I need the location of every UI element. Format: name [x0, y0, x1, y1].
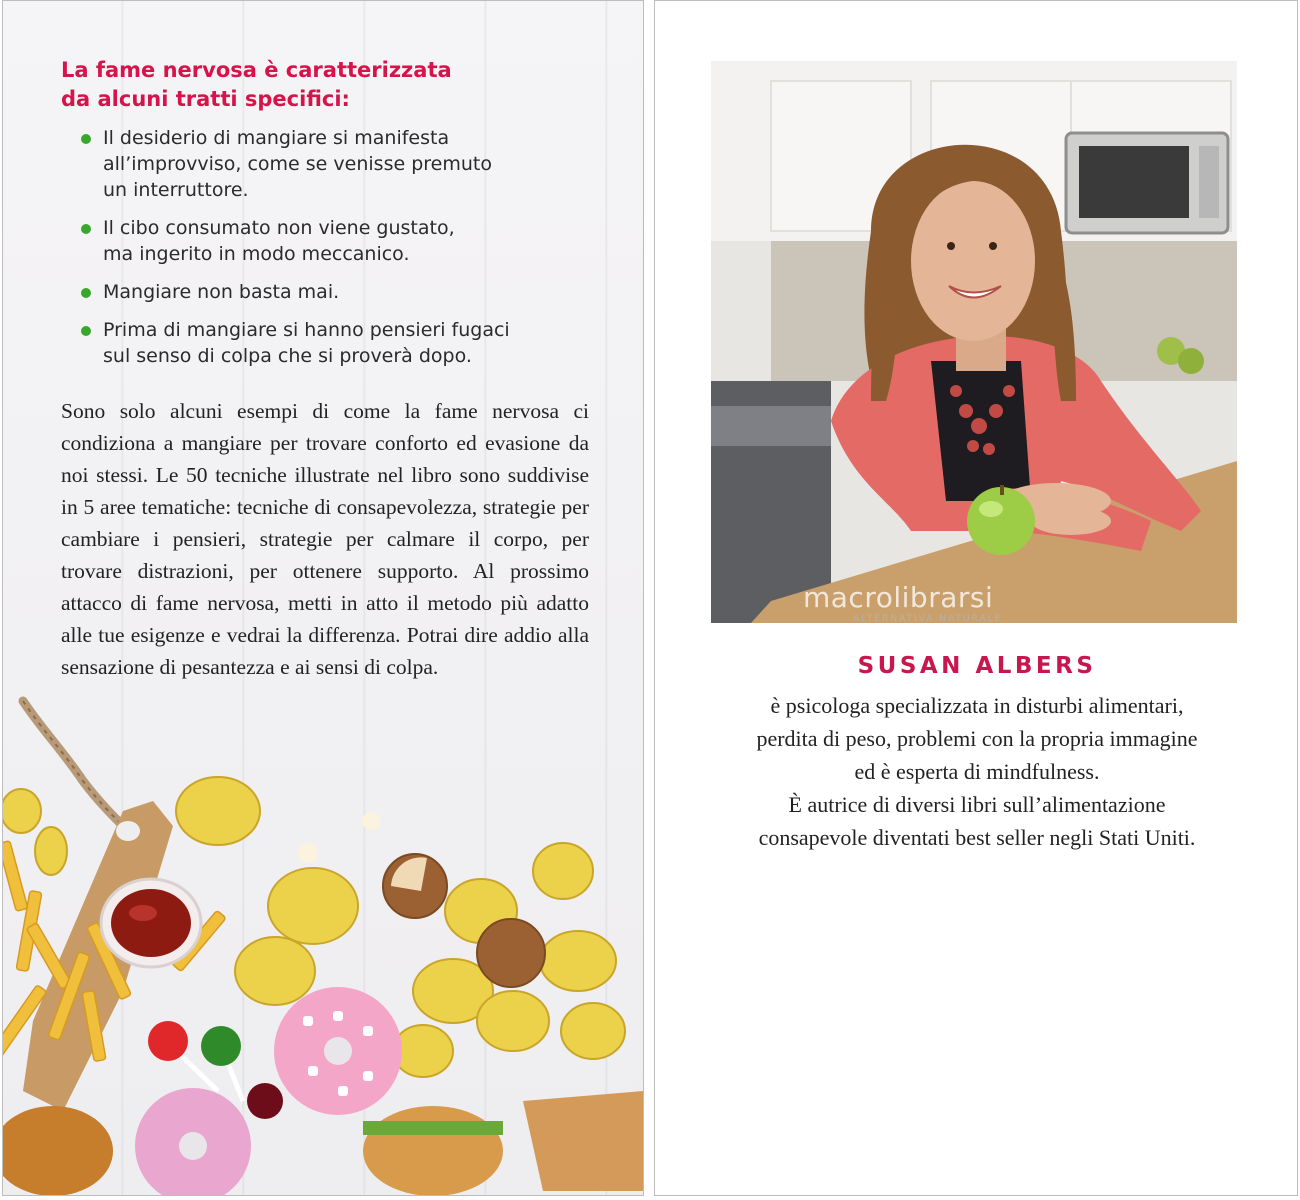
- bullet-dot-icon: [81, 134, 91, 144]
- heading-line: da alcuni tratti specifici:: [61, 87, 350, 111]
- list-item-line: Prima di mangiare si hanno pensieri fugaci: [103, 319, 510, 341]
- author-bio: [655, 689, 1298, 854]
- bio-line: È autrice di diversi libri sull’alimentazione: [788, 792, 1166, 817]
- list-item: [81, 125, 601, 203]
- traits-list: [81, 125, 601, 381]
- left-page: [2, 0, 644, 1196]
- list-item-line: Il desiderio di mangiare si manifesta: [103, 127, 450, 149]
- list-item-line: sul senso di colpa che si proverà dopo.: [103, 345, 472, 367]
- list-item-line: ma ingerito in modo meccanico.: [103, 243, 410, 265]
- list-item: [81, 279, 601, 305]
- watermark: macrolibrarsi: [803, 581, 994, 614]
- right-page: [654, 0, 1298, 1196]
- list-item-line: un interruttore.: [103, 179, 249, 201]
- bio-line: perdita di peso, problemi con la propria immagine: [756, 726, 1198, 751]
- bio-line: consapevole diventati best seller negli Stati Uniti.: [758, 825, 1196, 850]
- bullet-dot-icon: [81, 224, 91, 234]
- heading-line: La fame nervosa è caratterizzata: [61, 58, 452, 82]
- author-name: SUSAN ALBERS: [857, 653, 1097, 679]
- list-item: [81, 317, 601, 369]
- bio-line: ed è esperta di mindfulness.: [854, 759, 1100, 784]
- section-heading: [61, 56, 621, 114]
- watermark-tagline: ALTERNATIVA NATURALE: [853, 614, 1003, 624]
- bullet-dot-icon: [81, 288, 91, 298]
- junk-food-illustration: [3, 691, 644, 1196]
- bullet-dot-icon: [81, 326, 91, 336]
- author-photo: [711, 61, 1237, 623]
- body-paragraph: Sono solo alcuni esempi di come la fame nervosa ci condiziona a mangiare per trovare conforto ed evasione da noi stessi. Le 50 tecniche illustrate nel libro sono suddivise in 5 aree tematiche: tecniche di consapevolezza, strategie per cambiare i pensieri, strategie per calmare il corpo, per trovare distrazioni, per ottenere supporto. Al prossimo attacco di fame nervosa, metti in atto il metodo più adatto alle tue esigenze e vedrai la differenza. Potrai dire addio alla sensazione di pesantezza e ai sensi di colpa.: [61, 399, 589, 679]
- list-item-line: Il cibo consumato non viene gustato,: [103, 217, 455, 239]
- list-item-line: all’improvviso, come se venisse premuto: [103, 153, 492, 175]
- list-item-line: Mangiare non basta mai.: [103, 281, 340, 303]
- list-item: [81, 215, 601, 267]
- bio-line: è psicologa specializzata in disturbi alimentari,: [770, 693, 1184, 718]
